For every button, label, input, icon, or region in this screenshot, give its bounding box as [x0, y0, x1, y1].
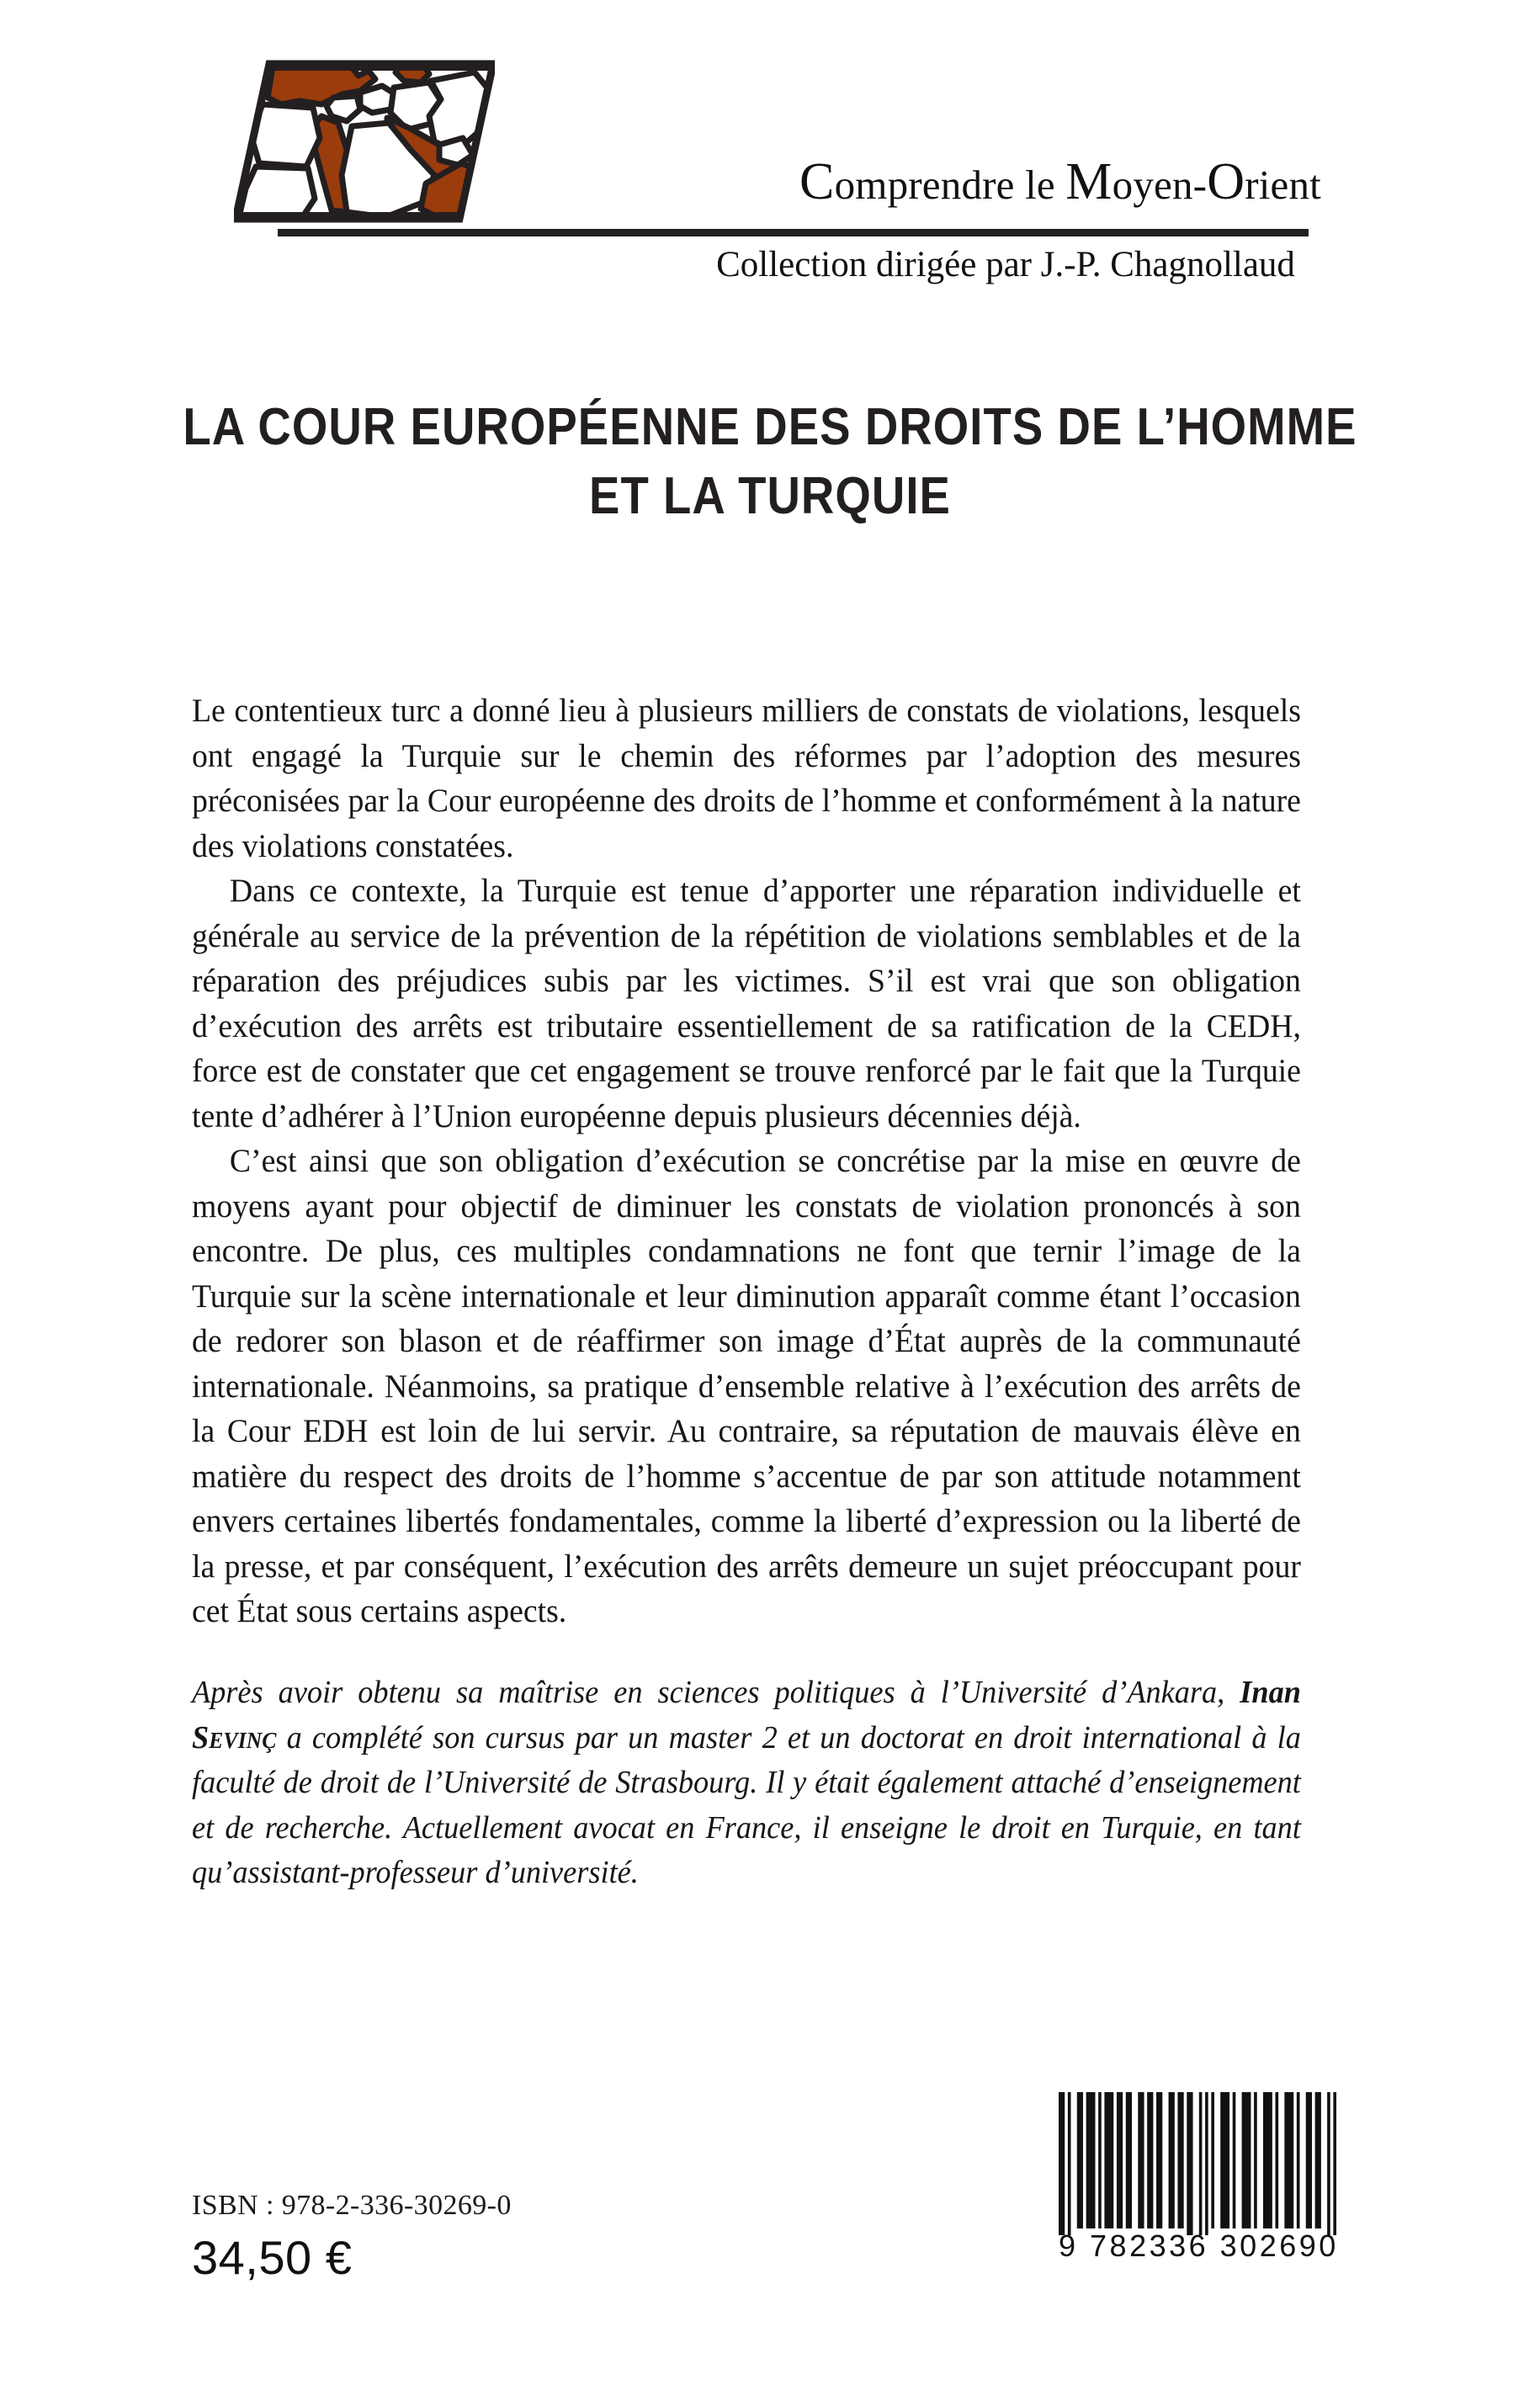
- collection-title-cap-o: O: [1207, 153, 1245, 210]
- blurb-text: [192, 688, 1301, 1634]
- price-text: 34,50 €: [192, 2231, 353, 2284]
- collection-logo: [234, 57, 495, 226]
- collection-title-seg-2: oyen-: [1112, 162, 1208, 208]
- middle-east-map-icon: [234, 57, 495, 226]
- collection-header: [0, 0, 1540, 303]
- collection-title-seg-3: rient: [1245, 162, 1321, 208]
- collection-subtitle: Collection dirigée par J.-P. Chagnollaud: [716, 245, 1295, 284]
- blurb-paragraph: Le contentieux turc a donné lieu à plusieurs milliers de constats de violations, lesquels ont engagé la Turquie sur le chemin des réformes par l’adoption des mesures préconisées par la Cour européenne des droits de l’homme et conformément à la nature des violations constatées.: [192, 692, 1301, 864]
- barcode: [1059, 2092, 1339, 2277]
- collection-title-cap-m: M: [1065, 153, 1113, 210]
- header-divider-rule: [278, 229, 1309, 236]
- barcode-digits: 9 782336 302690: [1059, 2228, 1339, 2263]
- author-bio-lead: Après avoir obtenu sa maîtrise en sciences politiques à l’Université d’Ankara,: [192, 1675, 1240, 1710]
- collection-title-cap-c: C: [799, 153, 835, 210]
- isbn-text: ISBN : 978-2-336-30269-0: [192, 2190, 512, 2221]
- collection-title: [799, 153, 1321, 210]
- author-bio: [192, 1671, 1301, 1896]
- blurb-paragraph: Dans ce contexte, la Turquie est tenue d’apporter une réparation individuelle et générale au service de la prévention de la répétition de violations semblables et de la réparation des préjudices subis par les victimes. S’il est vrai que son obligation d’exécution des arrêts est tributaire essentiellement de sa ratification de la CEDH, force est de constater que cet engagement se trouve renforcé par le fait que la Turquie tente d’adhérer à l’Union européenne depuis plusieurs décennies déjà.: [192, 872, 1301, 1134]
- author-last-name: Sevinç: [192, 1719, 277, 1756]
- page-title-line-2: ET LA TURQUIE: [589, 466, 951, 525]
- blurb-paragraph: C’est ainsi que son obligation d’exécution se concrétise par la mise en œuvre de moyens ayant pour objectif de diminuer les constats de violation prononcés à son encontre. De plus, ces multiples condamnations ne font que ternir l’image de la Turquie sur la scène internationale et leur diminution apparaît comme étant l’occasion de redorer son blason et de réaffirmer son image d’État auprès de la communauté internationale. Néanmoins, sa pratique d’ensemble relative à l’exécution des arrêts de la Cour EDH est loin de lui servir. Au contraire, sa réputation de mauvais élève en matière du respect des droits de l’homme s’accentue de par son attitude notamment envers certaines libertés fondamentales, comme la liberté d’expression ou la liberté de la presse, et par conséquent, l’exécution des arrêts demeure un sujet préoccupant pour cet État sous certains aspects.: [192, 1142, 1301, 1629]
- collection-title-seg-1: omprendre le: [834, 162, 1066, 208]
- page-title: [181, 393, 1358, 532]
- barcode-bars-icon: [1059, 2092, 1336, 2235]
- author-first-name: Inan: [1240, 1675, 1301, 1710]
- page-title-line-1: LA COUR EUROPÉENNE DES DROITS DE L’HOMME: [183, 397, 1357, 456]
- author-bio-rest: a complété son cursus par un master 2 et un doctorat en droit international à la faculté de droit de l’Université de Strasbourg. Il y était également attaché d’enseignement et de recherche. Actuellement avocat en France, il enseigne le droit en Turquie, en tant qu’assistant-professeur d’université.: [192, 1719, 1301, 1890]
- author-bio-paragraph: [192, 1671, 1301, 1896]
